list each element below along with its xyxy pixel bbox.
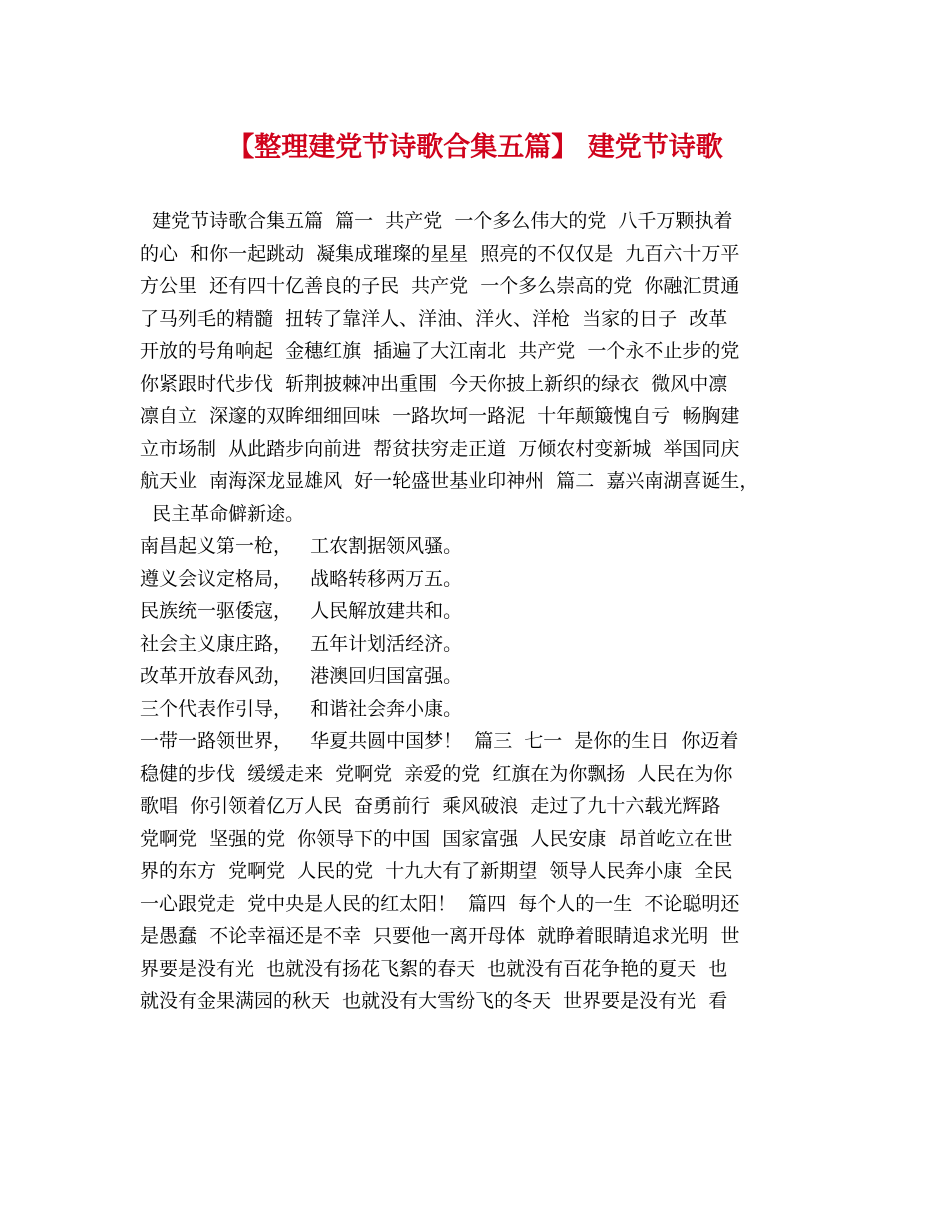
body-line: 是愚蠢 不论幸福还是不幸 只要他一离开母体 就睁着眼睛追求光明 世 (140, 925, 740, 947)
poem-line: 社会主义康庄路， 五年计划活经济。 (140, 632, 463, 655)
body-line: 民主革命僻新途。 (140, 502, 305, 525)
body-line: 的心 和你一起跳动 凝集成璀璨的星星 照亮的不仅仅是 九百六十万平 (140, 242, 740, 265)
body-line: 界要是没有光 也就没有扬花飞絮的春天 也就没有百花争艳的夏天 也 (140, 957, 728, 980)
body-line: 方公里 还有四十亿善良的子民 共产党 一个多么崇高的党 你融汇贯通 (140, 275, 740, 297)
body-line: 歌唱 你引领着亿万人民 奋勇前行 乘风破浪 走过了九十六载光辉路 (140, 795, 721, 817)
body-line: 航天业 南海深龙显雄风 好一轮盛世基业印神州 篇二 嘉兴南湖喜诞生， (140, 470, 759, 492)
body-line: 稳健的步伐 缓缓走来 党啊党 亲爱的党 红旗在为你飘扬 人民在为你 (140, 762, 733, 785)
body-line: 界的东方 党啊党 人民的党 十九大有了新期望 领导人民奔小康 全民 (140, 860, 733, 882)
body-line: 一心跟党走 党中央是人民的红太阳！ 篇四 每个人的一生 不论聪明还 (140, 892, 740, 915)
poem-line: 南昌起义第一枪， 工农割据领风骚。 (140, 535, 463, 557)
body-line: 建党节诗歌合集五篇 篇一 共产党 一个多么伟大的党 八千万颗执着 (140, 210, 733, 232)
poem-line: 改革开放春风劲， 港澳回归国富强。 (140, 665, 463, 687)
document-title: 【整理建党节诗歌合集五篇】 建党节诗歌 (227, 132, 723, 163)
body-line: 党啊党 坚强的党 你领导下的中国 国家富强 人民安康 昂首屹立在世 (140, 827, 733, 850)
body-line: 就没有金果满园的秋天 也就没有大雪纷飞的冬天 世界要是没有光 看 (140, 990, 728, 1012)
document-body (140, 205, 820, 1018)
body-line: 一带一路领世界， 华夏共圆中国梦！ 篇三 七一 是你的生日 你迈着 (140, 730, 739, 752)
body-line: 凛自立 深邃的双眸细细回味 一路坎坷一路泥 十年颠簸愧自亏 畅胸建 (140, 405, 740, 427)
poem-line: 遵义会议定格局， 战略转移两万五。 (140, 567, 463, 590)
body-line: 你紧跟时代步伐 斩荆披棘冲出重围 今天你披上新织的绿衣 微风中凛 (140, 372, 728, 395)
body-line: 开放的号角响起 金穗红旗 插遍了大江南北 共产党 一个永不止步的党 (140, 340, 740, 362)
body-line: 了马列毛的精髓 扭转了靠洋人、洋油、洋火、洋枪 当家的日子 改革 (140, 307, 728, 330)
poem-line: 民族统一驱倭寇， 人民解放建共和。 (140, 600, 463, 622)
poem-line: 三个代表作引导， 和谐社会奔小康。 (140, 697, 463, 720)
body-line: 立市场制 从此踏步向前进 帮贫扶穷走正道 万倾农村变新城 举国同庆 (140, 437, 740, 460)
